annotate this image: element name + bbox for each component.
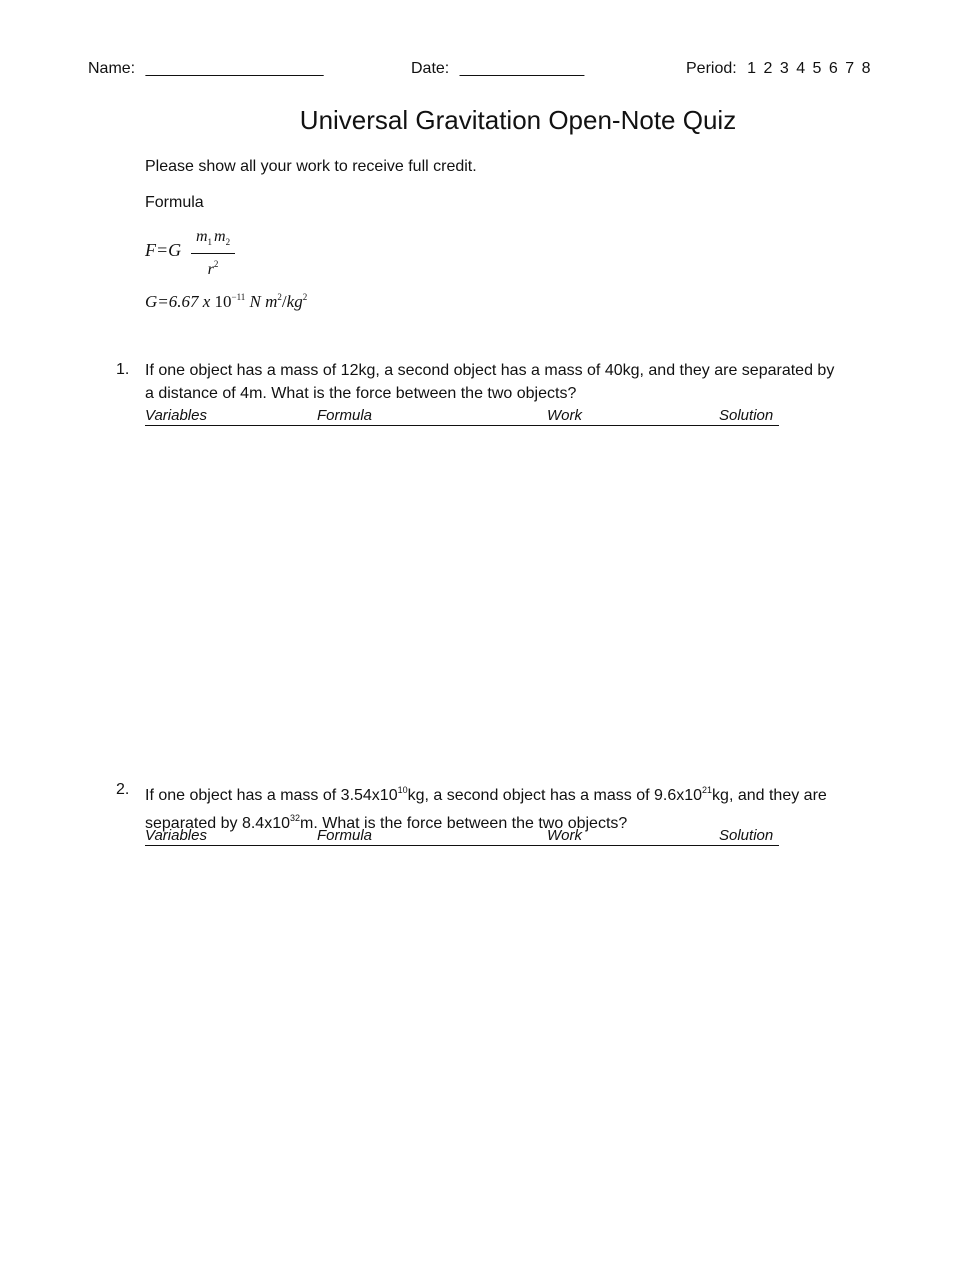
name-blank[interactable]: ____________________	[145, 60, 324, 77]
question-2-text: If one object has a mass of $3.54x10^{10}kg$, a second object has a mass of $9.6x10^{21}kg$, and they are separated by $8.4x10^{32}m$. What is the force between the two objects?	[145, 785, 827, 832]
page-title: Universal Gravitation Open-Note Quiz	[299, 105, 737, 135]
column-work: Work	[547, 407, 582, 424]
column-formula: Formula	[317, 827, 373, 844]
column-work: Work	[547, 827, 582, 844]
period-field-line	[686, 60, 870, 78]
question-1-text: If one object has a mass of 12kg, a second object has a mass of 40kg, and they are separated by a distance of 4m. What is the force between the two objects?	[145, 362, 835, 402]
question-2-answer-area[interactable]	[145, 850, 885, 1210]
question-1-answer-area[interactable]	[145, 430, 885, 760]
question-1-work-columns	[145, 407, 779, 426]
formula-constant: G=6.67 x $10^{-11}$ N $m^2/kg^2$	[145, 292, 308, 311]
period-label: Period:	[686, 60, 737, 77]
formula-numerator: $m_1$ $m_2$	[191, 228, 235, 254]
formula-gravity-fraction	[191, 228, 235, 280]
date-label: Date:	[411, 60, 450, 77]
question-2-work-columns	[145, 827, 779, 846]
name-field-line	[88, 60, 324, 78]
column-solution: Solution	[719, 407, 774, 424]
name-label: Name:	[88, 60, 136, 77]
date-field-line	[411, 60, 584, 78]
formula-gravity-lhs: F=G	[145, 240, 182, 260]
column-variables: Variables	[145, 407, 207, 424]
question-2-number: 2.	[116, 781, 130, 798]
period-options[interactable]: 1 2 3 4 5 6 7 8	[747, 60, 871, 77]
formula-label: Formula	[145, 194, 204, 211]
column-variables: Variables	[145, 827, 207, 844]
formula-denominator: $r^2$	[207, 259, 219, 279]
question-1-number: 1.	[116, 361, 130, 378]
date-blank[interactable]: ______________	[459, 60, 585, 77]
instructions: Please show all your work to receive full credit.	[145, 158, 477, 175]
column-solution: Solution	[719, 827, 774, 844]
column-formula: Formula	[317, 407, 373, 424]
